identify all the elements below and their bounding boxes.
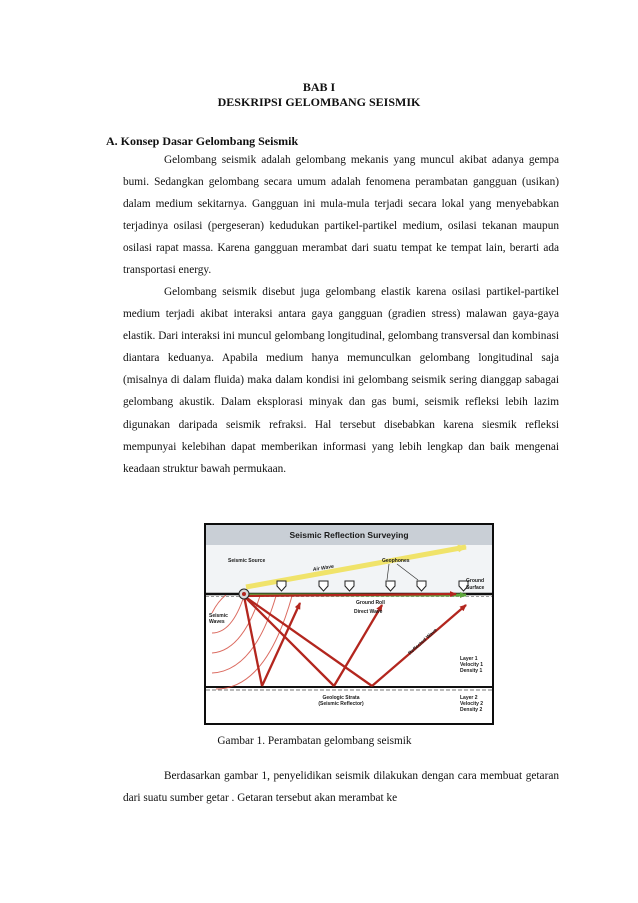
paragraph-3: Berdasarkan gambar 1, penyelidikan seismik dilakukan dengan cara membuat getaran dari suatu sumber getar . Getaran tersebut akan merambat ke [123,770,559,805]
label-ground-roll: Ground Roll [356,600,385,606]
label-layer2-velocity: Velocity 2 [460,701,484,707]
label-ground-surface-1: Ground [466,578,485,584]
figure-caption-text: Gambar 1. Perambatan gelombang seismik [217,735,412,747]
label-seismic-waves-1: Seismic [209,613,228,619]
paragraph-1: Gelombang seismik adalah gelombang mekanis yang muncul akibat adanya gempa bumi. Sedangkan gelombang secara umum adalah fenomena perambatan gangguan (usikan) dalam medium sekitarnya. Gangguan ini mula-mula terjadi secara lokal yang menyebabkan terjadinya osilasi (pergeseran) kedudukan partikel-partikel medium, osilasi tekanan maupun osilasi rapat massa. Karena gangguan merambat dari suatu tempat ke tempat lain, berarti ada transportasi energy. [123,154,559,277]
label-layer2-name: Layer 2 [460,695,478,701]
label-layer1-name: Layer 1 [460,656,478,662]
figure-caption [0,735,638,747]
label-direct-wave: Direct Wave [354,609,383,615]
section-heading: A. Konsep Dasar Gelombang Seismik [106,134,299,148]
label-seismic-waves-2: Waves [209,619,225,625]
label-layer2-density: Density 2 [460,707,483,713]
label-layer1-density: Density 1 [460,668,483,674]
label-seismic-source: Seismic Source [228,558,266,564]
chapter-number: BAB I [302,80,336,94]
label-seismic-reflector: (Seismic Reflector) [318,701,364,707]
paragraph-2: Gelombang seismik disebut juga gelombang elastik karena osilasi partikel-partikel medium terjadi akibat interaksi antara gaya gangguan (gradien stress) malawan gaya-gaya elastik. Dari interaksi ini muncul gelombang longitudinal, gelombang transversal dan kombinasi diantara keduanya. Apabila medium hanya memunculkan gelombang longitudinal saja (misalnya di dalam fluida) maka dalam kondisi ini gelombang seismik sering dianggap sabagai gelombang akustik. Dalam eksplorasi minyak dan gas bumi, seismik refleksi lebih lazim digunakan daripada seismik refraksi. Hal tersebut disebabkan karena siesmik refleksi mempunyai kelebihan dapat memberikan informasi yang lebih lengkap dan baik mengenai keadaan struktur bawah permukaan. [123,286,559,475]
label-ground-surface-2: Surface [466,585,485,591]
seismic-reflection-figure [204,523,494,725]
seismic-diagram [204,523,494,725]
label-layer1-velocity: Velocity 1 [460,662,484,668]
label-air-wave: Air Wave [312,563,335,573]
label-geophones: Geophones [382,558,410,564]
seismic-source-core [242,592,246,596]
label-reflected-wave: Reflected Wave [407,627,439,657]
figure-title: Seismic Reflection Surveying [289,530,409,540]
chapter-title: DESKRIPSI GELOMBANG SEISMIK [217,95,421,109]
label-geologic-strata: Geologic Strata [322,695,360,701]
